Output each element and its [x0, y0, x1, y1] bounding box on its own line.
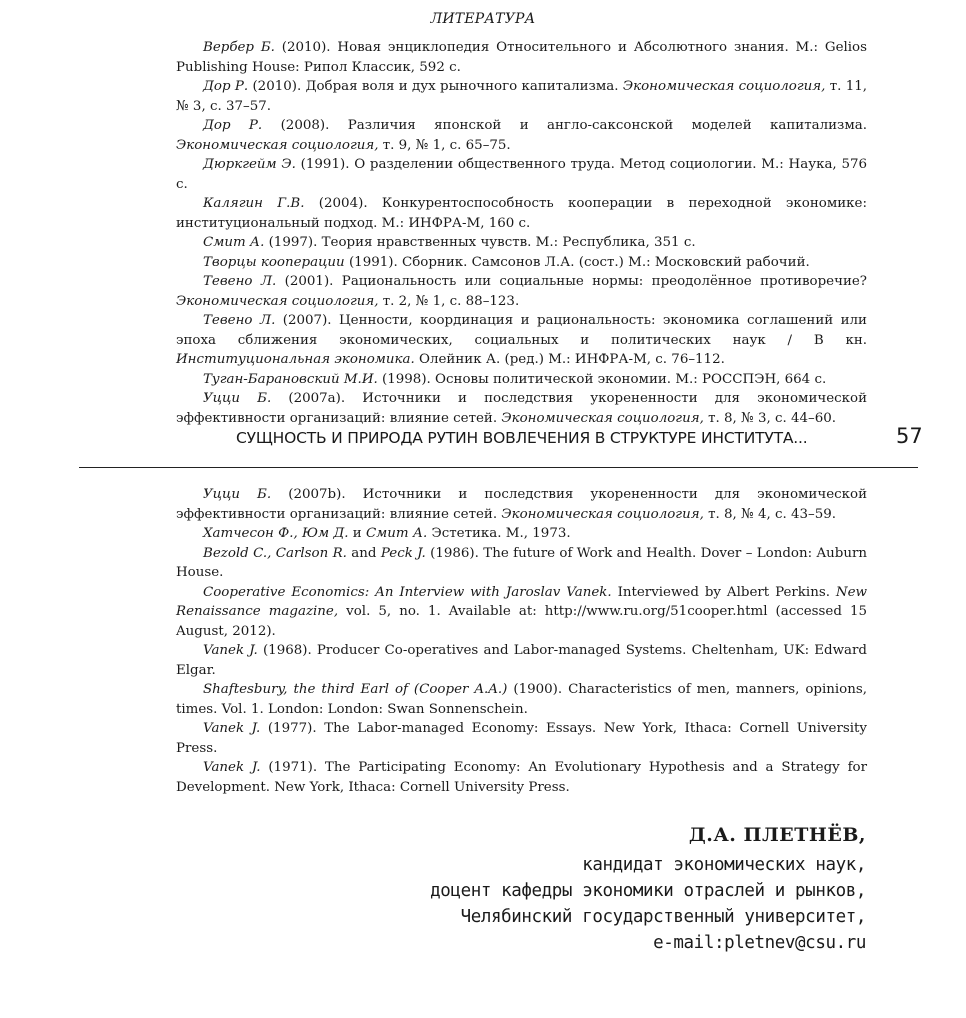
- author-degree: кандидат экономических наук,: [582, 855, 866, 875]
- reference-author: Вербер Б.: [203, 40, 275, 55]
- reference-list-top: [176, 38, 868, 426]
- reference-entry: [176, 370, 867, 390]
- reference-entry: [176, 233, 867, 253]
- reference-text: (1997). Теория нравственных чувств. М.: Республика, 351 с.: [264, 235, 696, 250]
- reference-entry: [176, 583, 867, 642]
- author-position: доцент кафедры экономики отраслей и рынков,: [430, 881, 866, 901]
- reference-text: (1998). Основы политической экономии. М.: РОССПЭН, 664 с.: [377, 371, 827, 387]
- reference-text: (1971). The Participating Economy: An Evolutionary Hypothesis and a Strategy for Development. New York, Ithaca: Cornell University Press.: [176, 760, 867, 795]
- reference-details: т. 2, № 1, с. 88–123.: [378, 293, 520, 309]
- author-block: [430, 824, 866, 956]
- page-number: 57: [896, 424, 923, 448]
- reference-details: т. 11, № 3, с. 37–57.: [176, 79, 868, 114]
- reference-author: Cooperative Economics: An Interview with Jaroslav Vanek.: [203, 584, 612, 600]
- author-name: Д.А. ПЛЕТНЁВ,: [688, 824, 866, 846]
- reference-source: Институциональная экономика.: [176, 352, 415, 367]
- reference-details: т. 8, № 3, с. 44–60.: [703, 410, 837, 426]
- reference-source: Смит А.: [365, 526, 428, 541]
- reference-details: (1986). The future of Work and Health. Dover – London: Auburn House.: [176, 545, 867, 580]
- reference-author: Уцци Б.: [203, 487, 272, 502]
- reference-source: Экономическая социология,: [176, 137, 379, 153]
- reference-entry: [176, 524, 867, 544]
- reference-list-bottom: [176, 485, 867, 797]
- reference-details: vol. 5, no. 1. Available at: http://www.ru.org/51cooper.html (accessed 15 August, 2012).: [176, 604, 867, 639]
- reference-text: (2010). Новая энциклопедия Относительного и Абсолютного знания. М.: Gelios Publishing House: Рипол Классик, 592 с.: [176, 40, 867, 75]
- reference-text: (1968). Producer Co-operatives and Labor-managed Systems. Cheltenham, UK: Edward Elgar.: [176, 643, 867, 678]
- reference-entry: [176, 680, 867, 719]
- reference-entry: [176, 641, 867, 680]
- reference-entry: [176, 544, 867, 583]
- reference-text: (2001). Рациональность или социальные нормы: преодолённое противоречие?: [276, 274, 867, 289]
- reference-author: Хатчесон Ф., Юм Д.: [203, 526, 349, 541]
- reference-text: (2007). Ценности, координация и рациональность: экономика соглашений или эпоха сближения экономических, социальных и политических наук / В кн.: [176, 313, 867, 348]
- reference-entry: [176, 719, 867, 758]
- reference-details: Олейник А. (ред.) М.: ИНФРА-М, с. 76–112.: [414, 352, 725, 367]
- reference-source: Экономическая социология,: [501, 410, 704, 426]
- running-header-title: СУЩНОСТЬ И ПРИРОДА РУТИН ВОВЛЕЧЕНИЯ В СТРУКТУРЕ ИНСТИТУТА...: [236, 429, 808, 447]
- reference-author: Vanek J.: [203, 760, 261, 775]
- reference-source: New Renaissance magazine,: [176, 584, 868, 619]
- reference-author: Туган-Барановский М.И.: [203, 371, 378, 387]
- reference-author: Калягин Г.В.: [203, 196, 305, 211]
- reference-entry: [176, 758, 867, 797]
- reference-author: Дор Р.: [203, 79, 249, 94]
- reference-author: Дюркгейм Э.: [203, 157, 296, 172]
- reference-details: т. 8, № 4, с. 43–59.: [703, 506, 837, 522]
- reference-author: Уцци Б.: [203, 391, 272, 406]
- reference-text: (1900). Characteristics of men, manners, opinions, times. Vol. 1. London: London: Swan Sonnenschein.: [176, 682, 867, 717]
- reference-entry: [176, 194, 867, 233]
- reference-author: Тевено Л.: [203, 274, 277, 289]
- reference-entry: [176, 272, 867, 311]
- reference-text: и: [348, 526, 366, 541]
- reference-entry: [176, 311, 867, 370]
- reference-author: Vanek J.: [203, 643, 258, 658]
- reference-author: Дор Р.: [203, 118, 263, 133]
- reference-source: Экономическая социология,: [622, 79, 826, 94]
- reference-entry: [176, 38, 867, 77]
- reference-source: Экономическая социология,: [176, 293, 379, 309]
- author-affiliation: Челябинский государственный университет,: [460, 907, 866, 927]
- reference-entry: [176, 485, 867, 524]
- reference-entry: [176, 389, 867, 428]
- reference-text: (2010). Добрая воля и дух рыночного капитализма.: [248, 79, 623, 94]
- reference-text: (2007a). Источники и последствия укорененности для экономической эффективности организаций: влияние сетей.: [176, 391, 868, 426]
- reference-author: Vanek J.: [203, 721, 261, 736]
- reference-entry: [176, 253, 867, 273]
- reference-text: (1991). О разделении общественного труда. Метод социологии. М.: Наука, 576 с.: [176, 157, 867, 192]
- section-title: ЛИТЕРАТУРА: [430, 11, 536, 27]
- header-divider: [79, 467, 918, 468]
- reference-text: (2004). Конкурентоспособность кооперации в переходной экономике: институциональный подход. М.: ИНФРА-М, 160 с.: [176, 196, 867, 231]
- reference-text: (2008). Различия японской и англо-саксонской моделей капитализма.: [262, 118, 868, 133]
- reference-entry: [176, 77, 867, 116]
- reference-author: Смит А.: [203, 235, 265, 250]
- reference-author: Тевено Л.: [203, 313, 276, 328]
- reference-details: т. 9, № 1, с. 65–75.: [378, 137, 511, 153]
- reference-text: and: [346, 545, 381, 561]
- reference-entry: [176, 116, 867, 155]
- author-email[interactable]: e-mail:pletnev@csu.ru: [653, 933, 866, 953]
- reference-author: Shaftesbury, the third Earl of (Cooper A.A.): [203, 682, 508, 697]
- reference-details: Эстетика. М., 1973.: [427, 526, 571, 541]
- reference-text: (1977). The Labor-managed Economy: Essays. New York, Ithaca: Cornell University Press.: [176, 721, 867, 756]
- reference-text: (1991). Сборник. Самсонов Л.А. (сост.) М.: Московский рабочий.: [344, 254, 810, 270]
- reference-author: Творцы кооперации: [203, 254, 345, 270]
- reference-author: Bezold C., Carlson R.: [203, 545, 347, 561]
- reference-source: Peck J.: [380, 545, 426, 561]
- reference-entry: [176, 155, 867, 194]
- reference-text: Interviewed by Albert Perkins.: [611, 584, 836, 600]
- reference-source: Экономическая социология,: [501, 506, 704, 522]
- reference-text: (2007b). Источники и последствия укорененности для экономической эффективности организаций: влияние сетей.: [176, 487, 867, 522]
